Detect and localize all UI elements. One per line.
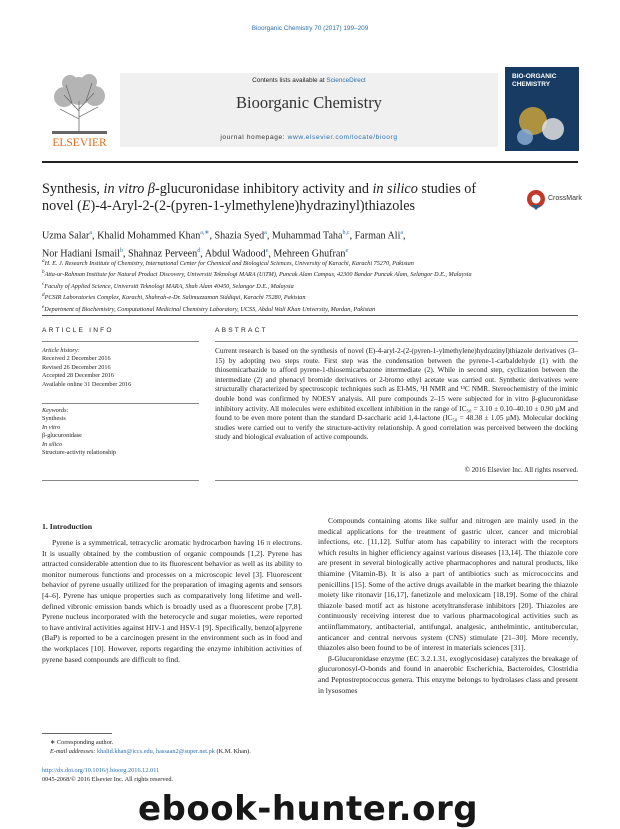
paragraph: Pyrene is a symmetrical, tetracyclic aromatic hydrocarbon having 16 π electrons. It is usually obtained by the combustion of organic compounds [1,2]. Pyrene has attracted considerable attention due to its fluorescent behavior as well as its ability to monitor numerous functions and processes on a microscopic level [3]. Fluorescent behavior of pyrene usually utilized for the preparation of imaging agents and sensors [4–6]. Pyrene has unique properties such as comparatively long lifetime and well-defined vibronic emission bands which is broadly used as a fluorescent probe [7,8]. Pyrene nucleus incorporated with the heterocycle and sugar moieties, were reported to have antiviral activities against HIV-1 and HSV-1 [9]. Specifically, benzo[a]pyrene (BaP) is reported to be a carcinogen present in the environment such as in food and the workplaces [10]. However, reports regarding the enzyme inhibition activities of pyrene based compounds are difficult to find. xyxy=(42,538,303,664)
affiliation-marker: e xyxy=(42,303,45,310)
history-item: Revised 26 December 2016 xyxy=(42,363,111,371)
author-affiliation-marker[interactable]: b,c xyxy=(342,230,350,236)
affiliation-marker: d xyxy=(42,292,45,299)
journal-reference[interactable]: Bioorganic Chemistry 70 (2017) 199–209 xyxy=(251,25,369,32)
author-separator: , xyxy=(92,230,98,242)
affiliation xyxy=(42,257,578,268)
article-history xyxy=(42,347,199,389)
history-item: Accepted 28 December 2016 xyxy=(42,372,114,380)
keywords-rule xyxy=(42,403,199,404)
journal-name: Bioorganic Chemistry xyxy=(236,93,382,112)
sciencedirect-link[interactable]: ScienceDirect xyxy=(326,77,366,84)
author-affiliation-marker[interactable]: a xyxy=(264,230,267,236)
author-separator: , xyxy=(200,248,205,260)
keyword: In silico xyxy=(42,440,63,448)
cover-title: BIO-ORGANIC CHEMISTRY xyxy=(512,73,557,88)
crossmark-label: CrossMark xyxy=(548,195,582,202)
section-heading-introduction: 1. Introduction xyxy=(42,522,93,531)
paragraph: β-Glucuronidase enzyme (EC 3.2.1.31, exoglycosidase) catalyzes the breakage of glucuronosyl-O-bonds and found in anaerobic Escherichia, Bacteroides, Clostridia and Peptostreptococcus genera. This enzyme belongs to hydrolases class and present in lysosomes xyxy=(318,653,578,695)
masthead-box xyxy=(120,73,498,147)
affiliation-marker: a xyxy=(42,258,45,264)
author-separator: , xyxy=(403,230,406,242)
footnote-rule xyxy=(42,733,112,734)
keywords-label: Keywords: xyxy=(42,407,69,414)
author-affiliation-marker[interactable]: d xyxy=(197,247,201,254)
footnotes xyxy=(42,738,302,756)
abstract-rule xyxy=(215,341,578,342)
affiliation-list xyxy=(42,257,578,314)
author-name[interactable]: Mehreen Ghufran xyxy=(273,248,346,260)
affiliation-marker: c xyxy=(42,280,45,287)
body-column-right xyxy=(318,516,578,696)
author-affiliation-marker[interactable]: a xyxy=(89,230,93,236)
abstract-bottom-rule xyxy=(215,480,578,481)
author-affiliation-marker[interactable]: e xyxy=(345,247,349,254)
article-info-heading: ARTICLE INFO xyxy=(42,327,114,334)
author-affiliation-marker[interactable]: b xyxy=(119,247,123,254)
author-separator: , xyxy=(349,230,355,242)
author-affiliation-marker[interactable]: a xyxy=(400,230,404,236)
journal-cover-image[interactable] xyxy=(505,67,579,151)
contents-line: Contents lists available at ScienceDirect xyxy=(252,77,366,84)
abstract-heading: ABSTRACT xyxy=(215,327,268,334)
journal-masthead xyxy=(42,71,578,151)
author-separator: , xyxy=(266,230,272,242)
abstract-text: Current research is based on the synthesis of novel (E)-4-aryl-2-(2-(pyren-1-ylmethylene)hydrazinyl)thiazole derivatives (3–15) by adopting two steps route. First step was the condensation between the pyrene-1-carbaldehyde (1) with the thiosemicarbazide to afford pyrene-1-thiosemicarbazone intermediate (2). While in second step, cyclization between the intermediate (2) and phenacyl bromide derivatives or 2-bromo ethyl acetate was carried out. Synthetic derivatives were structurally characterized by spectroscopic techniques such as EI-MS, ¹H NMR and ¹³C NMR. Stereochemistry of the iminic double bond was confirmed by NOESY analysis. All pure compounds 2–15 were subjected for in vitro β-glucuronidase inhibitory activity. All molecules were exhibited excellent inhibition in the range of IC₅₀ = 3.10 ± 0.10–40.10 ± 0.90 µM and found to be even more potent than the standard D-saccharic acid 1,4-lactone (IC₅₀ = 48.38 ± 1.05 µM). Molecular docking studies were carried out to verify the structure-activity relationship. A good correlation was perceived between the docking study and biological evaluation of active compounds. xyxy=(215,347,578,442)
history-item: Received 2 December 2016 xyxy=(42,355,111,363)
email-links[interactable]: khalid.khan@iccs.edu, hassaan2@super.net.pk xyxy=(97,748,215,755)
elsevier-wordmark: ELSEVIER xyxy=(52,137,107,149)
keywords xyxy=(42,407,199,457)
article-title: Synthesis, in vitro β-glucuronidase inhibitory activity and in silico studies of novel (E)-4-Aryl-2-(2-(pyren-1-ylmethylene)hydrazinyl)thiazoles xyxy=(42,181,477,214)
affiliation-text: Faculty of Applied Science, Universiti Teknologi MARA, Shah Alam 40450, Selangor D.E., Malaysia xyxy=(44,283,294,290)
watermark: ebook-hunter.org xyxy=(138,789,479,829)
author-name[interactable]: Farman Ali xyxy=(354,230,401,242)
author-separator: , xyxy=(209,230,215,242)
affiliation xyxy=(42,280,578,291)
issn-line: 0045-2068/© 2016 Elsevier Inc. All rights reserved. xyxy=(42,776,174,783)
keyword: In vitro xyxy=(42,423,61,431)
email-line: E-mail addresses: khalid.khan@iccs.edu, hassaan2@super.net.pk (K.M. Khan). xyxy=(50,748,251,755)
affiliation xyxy=(42,303,578,314)
affiliation-text: Department of Biochemistry, Computational Medicinal Chemistry Laboratory, UCSS, Abdul Wali Khan University, Mardan, Pakistan xyxy=(44,305,376,313)
author-affiliation-marker[interactable]: e xyxy=(265,247,269,254)
article-info-bottom-rule xyxy=(42,480,199,481)
history-label: Article history: xyxy=(42,347,80,354)
affiliation xyxy=(42,268,578,279)
affiliation-text: PCSIR Laboratories Complex, Karachi, Shahrah-e-Dr. Salimuzzaman Siddiqui, Karachi 75280, Pakistan xyxy=(44,294,306,302)
elsevier-logo[interactable] xyxy=(42,71,117,151)
author-name[interactable]: Uzma Salar xyxy=(42,230,90,242)
affiliation-text: H. E. J. Research Institute of Chemistry, International Center for Chemical and Biological Sciences, University of Karachi, Karachi 75270, Pakistan xyxy=(44,260,414,268)
author-name[interactable]: Shazia Syed xyxy=(214,230,265,242)
paragraph: Compounds containing atoms like sulfur and nitrogen are mainly used in the medical applications for the treatment of gastric ulcer, cancer and microbial infections, etc. [11,12]. Sulfur atom has capability to interact with the receptors which results in higher efficiency against various diseases [13,14]. The thiazole core are present in several biologically active pharmacophores and natural products, like thiamine (Vitamin-B). It is also a part of antibiotics such as micrococcins and penicillins [15]. Some of the active drugs available in the market bearing the thiazole moiety like ritonavir [16,17], fanetizole and meloxicam [18,19]. Some of the chiral thiazole based motif act as histone acetyltransferase inhibitors [20]. Thiazoles are continuously receiving interest due to various pharmacological activities such as antiinflammatory, antibacterial, antifungal, analgesic, anthelmintic, antitubercular, anticancer and central nervous system (CNS) stimulate [21–30]. More recently, thiazoles also been found to be of interest in materials sciences [31]. xyxy=(318,516,578,653)
header-divider xyxy=(42,315,578,316)
copyright-notice: © 2016 Elsevier Inc. All rights reserved. xyxy=(464,466,578,474)
author-separator: , xyxy=(122,248,128,260)
author-name[interactable]: Muhammad Taha xyxy=(271,230,343,242)
corresponding-author-note: ∗ Corresponding author. xyxy=(50,739,114,746)
affiliation xyxy=(42,291,578,302)
author-name[interactable]: Khalid Mohammed Khan xyxy=(97,230,201,242)
crossmark-badge[interactable] xyxy=(526,188,582,214)
affiliation-text: Atta-ur-Rahman Institute for Natural Product Discovery, Universiti Teknologi MARA (UiTM), Puncak Alam Campus, 42300 Bandar Puncak Alam, Selangor D.E., Malaysia xyxy=(44,271,472,279)
body-column-left xyxy=(42,538,302,665)
author-name[interactable]: Shahnaz Perveen xyxy=(127,248,198,260)
homepage-link[interactable]: www.elsevier.com/locate/bioorg xyxy=(287,134,398,141)
author-name[interactable]: Nor Hadiani Ismail xyxy=(42,248,120,260)
keyword: β-glucuronidase xyxy=(42,432,82,440)
article-identifiers xyxy=(42,766,173,784)
masthead-rule xyxy=(42,161,578,163)
author-affiliation-marker[interactable]: a,∗ xyxy=(200,230,210,236)
keyword: Structure-activity relationship xyxy=(42,449,117,457)
doi-link[interactable]: http://dx.doi.org/10.1016/j.bioorg.2016.12.011 xyxy=(42,767,160,774)
journal-homepage: journal homepage: www.elsevier.com/locate/bioorg xyxy=(220,134,398,141)
history-item: Available online 31 December 2016 xyxy=(42,380,132,388)
author-separator: , xyxy=(268,248,274,260)
affiliation-marker: b xyxy=(42,269,45,276)
author-name[interactable]: Abdul Wadood xyxy=(204,248,266,260)
keyword: Synthesis xyxy=(42,415,66,423)
article-info-rule xyxy=(42,341,199,342)
